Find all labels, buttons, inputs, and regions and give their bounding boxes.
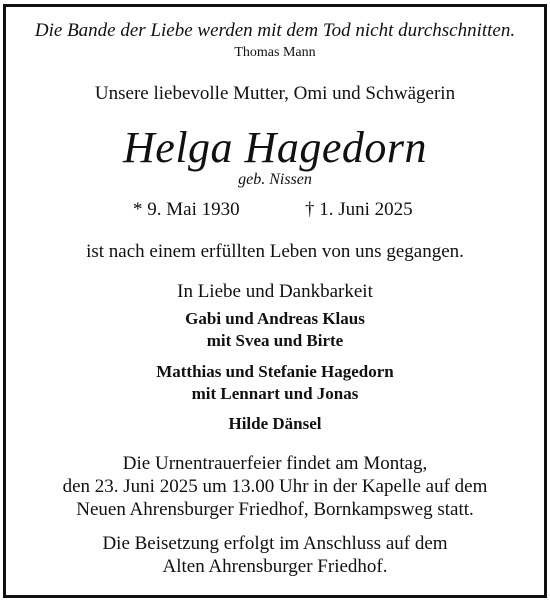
mourner-line: Hilde Dänsel <box>228 414 322 433</box>
death-date: † 1. Juni 2025 <box>305 199 413 220</box>
funeral-info-line: Neuen Ahrensburger Friedhof, Bornkampsweg statt. <box>76 499 474 520</box>
maiden-name: geb. Nissen <box>238 171 312 188</box>
motto-author: Thomas Mann <box>234 45 316 60</box>
mourner-line: Gabi und Andreas Klaus <box>185 309 365 328</box>
mourner-line: Matthias und Stefanie Hagedorn <box>156 362 394 381</box>
intro-text: Unsere liebevolle Mutter, Omi und Schwägerin <box>94 83 456 104</box>
birth-date: * 9. Mai 1930 <box>133 199 240 220</box>
deceased-name: Helga Hagedorn <box>123 123 427 172</box>
passed-text: ist nach einem erfüllten Leben von uns gegangen. <box>86 241 464 262</box>
mourner-line: mit Svea und Birte <box>206 331 344 350</box>
gratitude-text: In Liebe und Dankbarkeit <box>177 281 373 302</box>
burial-info-line: Die Beisetzung erfolgt im Anschluss auf dem <box>102 533 448 554</box>
funeral-info-line: Die Urnentrauerfeier findet am Montag, <box>122 453 428 474</box>
mourner-line: mit Lennart und Jonas <box>191 384 359 403</box>
funeral-info-line: den 23. Juni 2025 um 13.00 Uhr in der Kapelle auf dem <box>62 476 488 497</box>
burial-info-line: Alten Ahrensburger Friedhof. <box>162 556 388 577</box>
motto-quote: Die Bande der Liebe werden mit dem Tod nicht durchschnitten. <box>34 20 516 41</box>
